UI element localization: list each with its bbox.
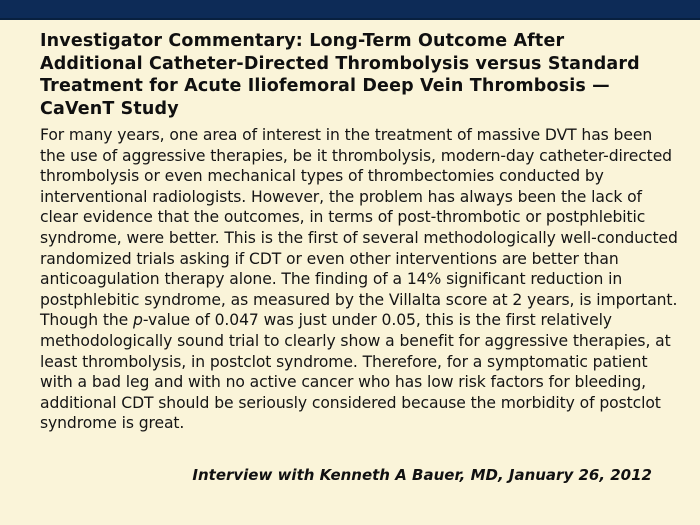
interview-attribution: Interview with Kenneth A Bauer, MD, January 26, 2012: [192, 466, 652, 484]
top-header-band: [0, 0, 700, 20]
slide-title: Investigator Commentary: Long-Term Outcome After Additional Catheter-Directed Thrombolysis versus Standard Treatment for Acute Iliofemoral Deep Vein Thrombosis — CaVenT Study: [40, 31, 640, 119]
commentary-body-part-1: For many years, one area of interest in the treatment of massive DVT has been the use of aggressive therapies, be it thrombolysis, modern-day catheter-directed thrombolysis or even mechanical types of thrombectomies conducted by interventional radiologists. However, the problem has always been the lack of clear evidence that the outcomes, in terms of post-thrombotic or postphlebitic syndrome, were better. This is the first of several methodologically well-conducted randomized trials asking if CDT or even other interventions are better than anticoagulation therapy alone. The finding of a 14% significant reduction in postphlebitic syndrome, as measured by the Villalta score at 2 years, is important. Though the: [40, 126, 678, 330]
commentary-body-part-2: -value of 0.047 was just under 0.05, this is the first relatively methodologically sound trial to clearly show a benefit for aggressive therapies, at least thrombolysis, in postclot syndrome. Therefore, for a symptomatic patient with a bad leg and with no active cancer who has low risk factors for bleeding, additional CDT should be seriously considered because the morbidity of postclot syndrome is great.: [40, 311, 671, 433]
p-value-italic: p: [133, 311, 143, 330]
commentary-body: [40, 125, 680, 434]
